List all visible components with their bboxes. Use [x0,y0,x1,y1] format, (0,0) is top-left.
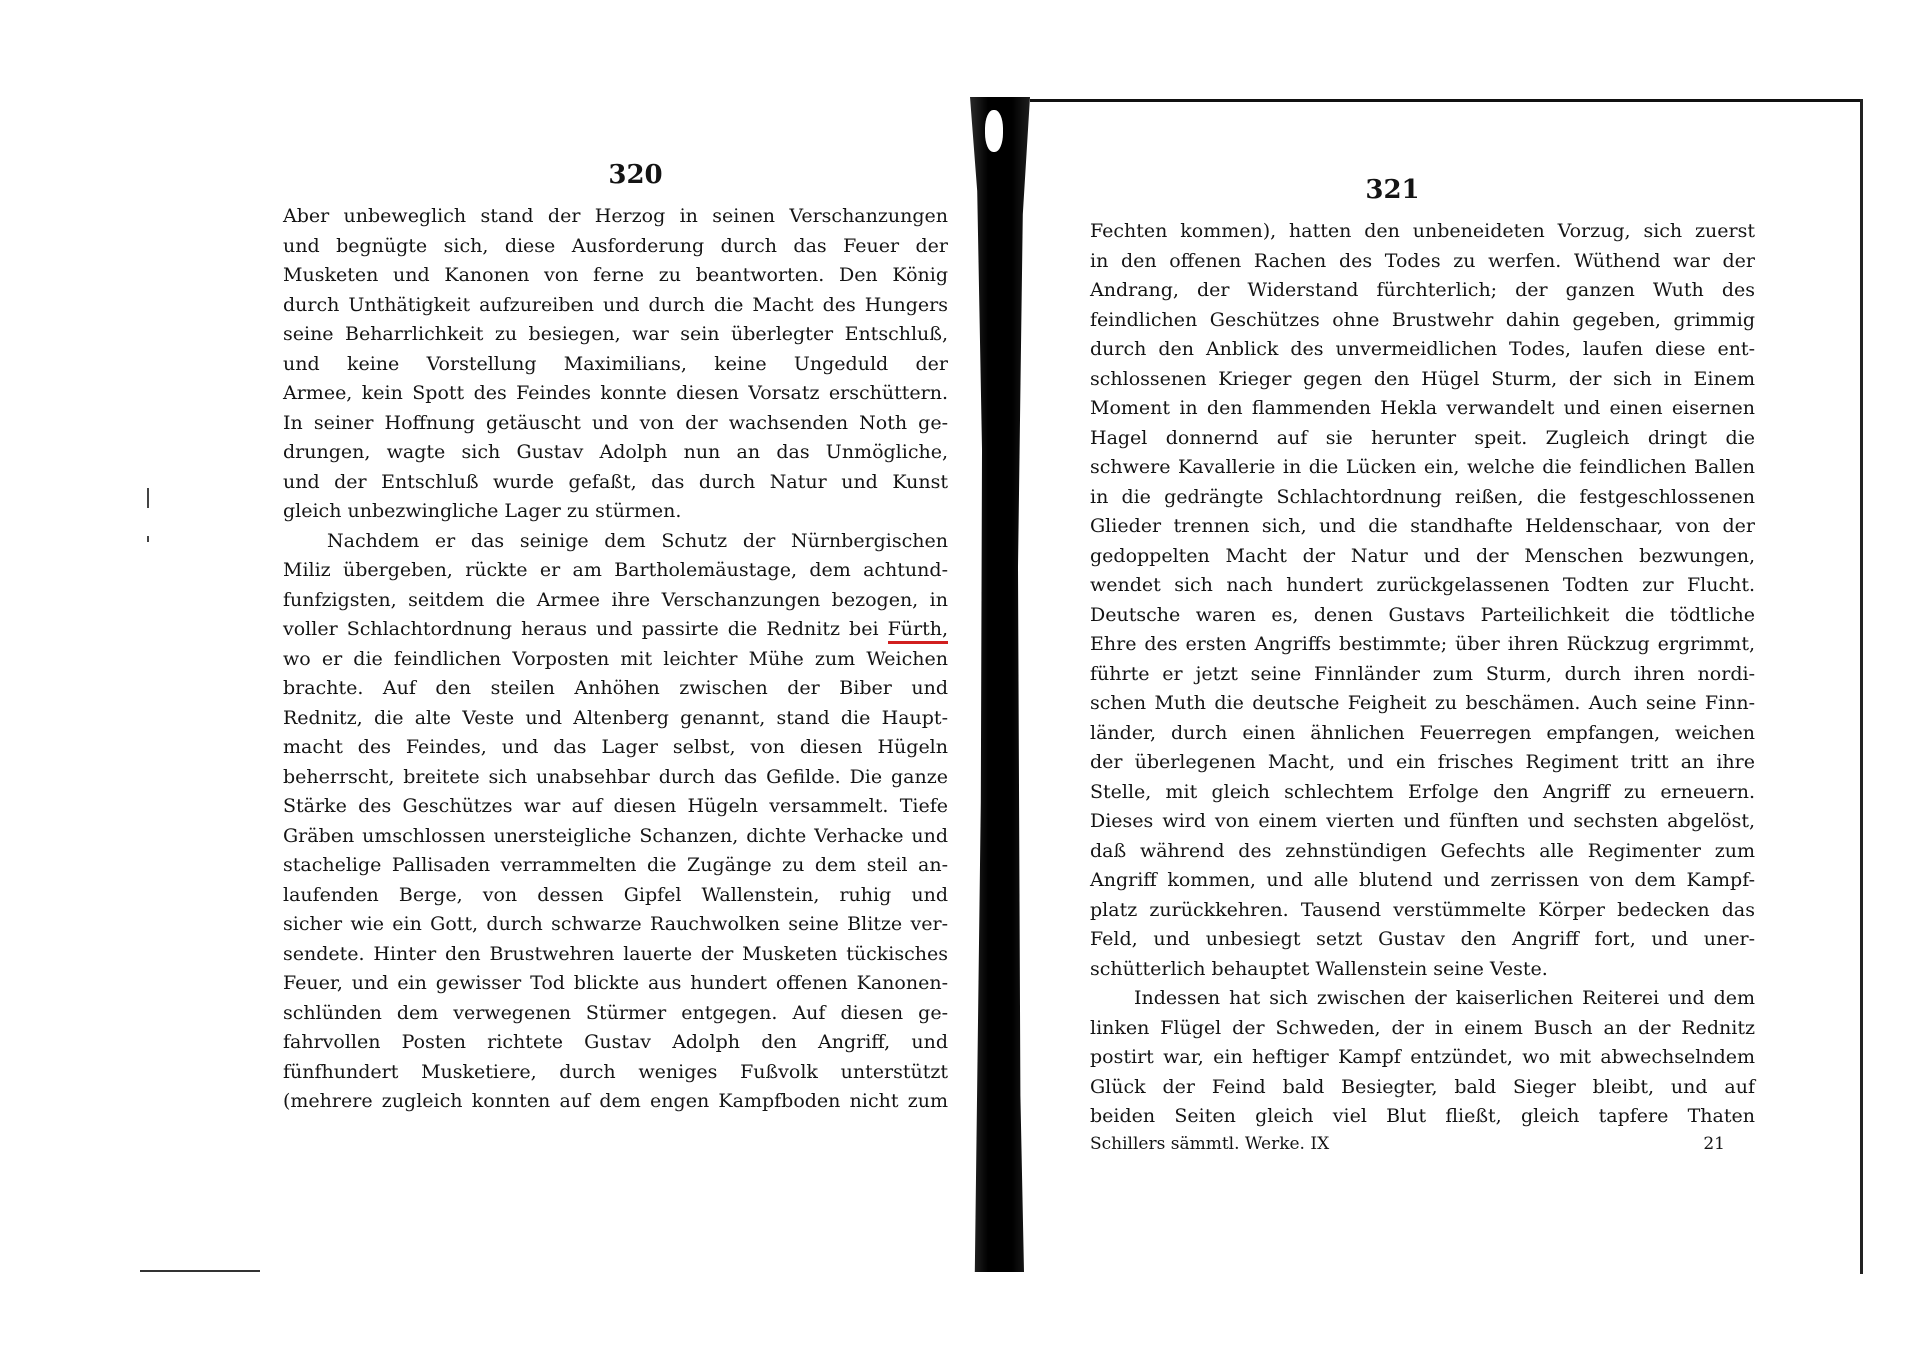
margin-mark [147,536,149,542]
text-line: schütterlich behauptet Wallenstein seine Veste. [1090,957,1548,980]
sheet-number: 21 [1703,1133,1725,1154]
text-line: Moment in den flammenden Hekla verwandelt und einen eisernen [1090,397,1755,419]
text-line: Miliz übergeben, rückte er am Bartholemäustage, dem achtund- [283,559,948,581]
text-line: beiden Seiten gleich viel Blut fließt, gleich tapfere Thaten [1090,1105,1755,1127]
page-number-right: 321 [1365,175,1420,205]
paragraph [283,202,948,527]
text-line: wendet sich nach hundert zurückgelassenen Todten zur Flucht. [1090,574,1755,596]
page-number-left: 320 [608,160,663,190]
text-line: (mehrere zugleich konnten auf dem engen Kampfboden nicht zum [283,1090,948,1112]
text-line: seine Beharrlichkeit zu besiegen, war sein überlegter Entschluß, [283,323,948,345]
text-line: wo er die feindlichen Vorposten mit leichter Mühe zum Weichen [283,647,948,670]
text-line: Ehre des ersten Angriffs bestimmte; über ihren Rückzug ergrimmt, [1090,633,1755,655]
text-line: brachte. Auf den steilen Anhöhen zwischen der Biber und [283,677,948,699]
text-line: platz zurückkehren. Tausend verstümmelte Körper bedecken das [1090,898,1755,921]
text-line: schwere Kavallerie in die Lücken ein, welche die feindlichen Ballen [1090,456,1755,478]
text-line: Fechten kommen), hatten den unbeneideten Vorzug, sich zuerst [1090,220,1755,242]
text-line: fahrvollen Posten richtete Gustav Adolph den Angriff, und [283,1031,948,1053]
text-line: und keine Vorstellung Maximilians, keine Ungeduld der [283,352,948,375]
text-line: Glück der Feind bald Besiegter, bald Sieger bleibt, und auf [1090,1075,1755,1098]
text-line: und der Entschluß wurde gefaßt, das durch Natur und Kunst [283,470,948,493]
text-line: länder, durch einen ähnlichen Feuerregen empfangen, weichen [1090,721,1755,744]
text-line: laufenden Berge, von dessen Gipfel Wallenstein, ruhig und [283,883,948,906]
text-line: beherrscht, breitete sich unabsehbar durch das Gefilde. Die ganze [283,765,948,788]
left-page [283,160,948,1180]
text-line: Feuer, und ein gewisser Tod blickte aus hundert offenen Kanonen- [283,972,948,994]
page-edge-top [1030,99,1860,102]
text-line: der überlegenen Macht, und ein frisches Regiment tritt an ihre [1090,751,1755,773]
text-line: Deutsche waren es, denen Gustavs Parteilichkeit die tödtliche [1090,603,1755,626]
text-line: schen Muth die deutsche Feigheit zu beschämen. Auch seine Finn- [1090,692,1755,714]
text-line: Gräben umschlossen unersteigliche Schanzen, dichte Verhacke und [283,824,948,847]
highlighted-word: Fürth, [888,618,948,644]
text-line: und begnügte sich, diese Ausforderung durch das Feuer der [283,234,948,257]
text-line: Stelle, mit gleich schlechtem Erfolge den Angriff zu erneuern. [1090,780,1755,803]
text-line: linken Flügel der Schweden, der in einem Busch an der Rednitz [1090,1016,1755,1039]
text-line: stachelige Pallisaden verrammelten die Zugänge zu dem steil an- [283,854,948,876]
page-edge-right [1860,99,1863,1274]
paragraph [1090,984,1755,1132]
page-edge-bottom-left [140,1270,260,1272]
text-line: führte er jetzt seine Finnländer zum Sturm, durch ihren nordi- [1090,662,1755,685]
text-line: macht des Feindes, und das Lager selbst, von diesen Hügeln [283,736,948,758]
text-line: fünfhundert Musketiere, durch weniges Fußvolk unterstützt [283,1060,948,1083]
text-line-with-highlight [283,615,948,645]
book-gutter [970,97,1030,1272]
text-line: Feld, und unbesiegt setzt Gustav den Angriff fort, und uner- [1090,928,1755,950]
text-line: Glieder trennen sich, und die standhafte Heldenschaar, von der [1090,515,1755,537]
text-line: schlünden dem verwegenen Stürmer entgegen. Auf diesen ge- [283,1001,948,1024]
text-line: Andrang, der Widerstand fürchterlich; der ganzen Wuth des [1090,279,1755,301]
text-line: drungen, wagte sich Gustav Adolph nun an das Unmögliche, [283,441,948,463]
text-line: Armee, kein Spott des Feindes konnte diesen Vorsatz erschüttern. [283,382,948,404]
text-line: funfzigsten, seitdem die Armee ihre Verschanzungen bezogen, in [283,588,948,611]
text-line: in den offenen Rachen des Todes zu werfen. Wüthend war der [1090,249,1755,272]
text-line: Nachdem er das seinige dem Schutz der Nürnbergischen [327,529,948,552]
text-line-part: voller Schlachtordnung heraus und passirte die Rednitz bei [283,618,879,640]
margin-mark [147,488,149,508]
text-line: feindlichen Geschützes ohne Brustwehr dahin gegeben, grimmig [1090,308,1755,331]
text-line: gedoppelten Macht der Natur und der Menschen bezwungen, [1090,544,1755,567]
text-line: Aber unbeweglich stand der Herzog in seinen Verschanzungen [283,205,948,227]
signature-mark: Schillers sämmtl. Werke. IX [1090,1133,1330,1154]
text-line: in die gedrängte Schlachtordnung reißen, die festgeschlossenen [1090,485,1755,508]
paragraph [1090,217,1755,984]
text-line: In seiner Hoffnung getäuscht und von der wachsenden Noth ge- [283,411,948,434]
text-line: Musketen und Kanonen von ferne zu beantworten. Den König [283,264,948,286]
right-page [1090,175,1755,1195]
text-line: Stärke des Geschützes war auf diesen Hügeln versammelt. Tiefe [283,795,948,817]
text-line: Rednitz, die alte Veste und Altenberg genannt, stand die Haupt- [283,706,948,729]
text-line: Dieses wird von einem vierten und fünften und sechsten abgelöst, [1090,810,1755,832]
text-line: Hagel donnernd auf sie herunter speit. Zugleich dringt die [1090,426,1755,449]
text-line: Angriff kommen, und alle blutend und zerrissen von dem Kampf- [1090,869,1755,891]
text-line: daß während des zehnstündigen Gefechts alle Regimenter zum [1090,839,1755,862]
paragraph [283,527,948,1117]
page-footer [1090,1134,1755,1154]
text-line: postirt war, ein heftiger Kampf entzündet, wo mit abwechselndem [1090,1046,1755,1068]
text-line: Indessen hat sich zwischen der kaiserlichen Reiterei und dem [1134,987,1755,1009]
text-line: sicher wie ein Gott, durch schwarze Rauchwolken seine Blitze ver- [283,913,948,935]
gutter-notch [985,110,1003,152]
text-line: gleich unbezwingliche Lager zu stürmen. [283,500,682,522]
text-line: sendete. Hinter den Brustwehren lauerte der Musketen tückisches [283,942,948,965]
text-line: durch Unthätigkeit aufzureiben und durch die Macht des Hungers [283,293,948,316]
text-line: durch den Anblick des unvermeidlichen Todes, laufen diese ent- [1090,338,1755,360]
text-line: schlossenen Krieger gegen den Hügel Sturm, der sich in Einem [1090,367,1755,390]
